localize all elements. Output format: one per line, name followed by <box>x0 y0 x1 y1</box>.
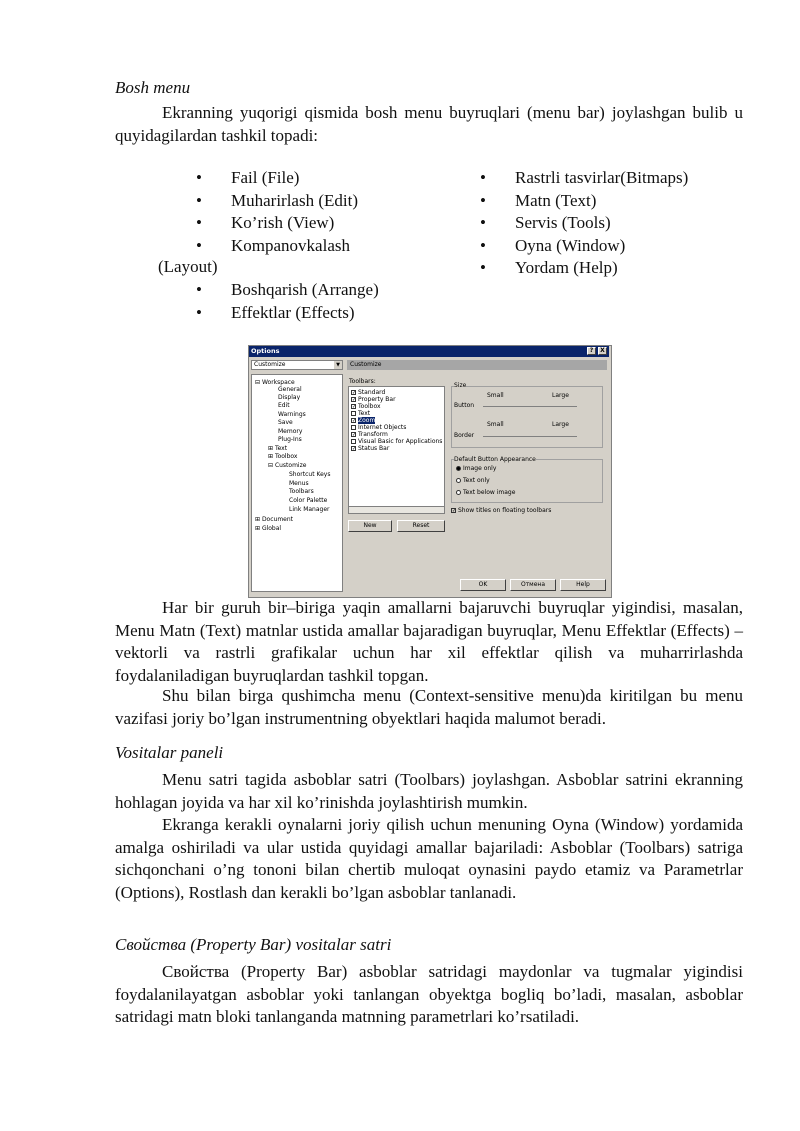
intro-paragraph: Ekranning yuqorigi qismida bosh menu buyruqlari (menu bar) joylashgan bulib u quyidagilardan tashkil topadi: <box>115 103 743 145</box>
tree-item[interactable]: Color Palette <box>289 497 328 504</box>
dialog-title: Options <box>251 347 280 355</box>
tree-item[interactable]: ⊞ Text <box>268 445 288 452</box>
horizontal-scrollbar[interactable] <box>348 506 445 514</box>
checkbox-checked-icon: ✓ <box>352 404 357 410</box>
checkbox-checked-icon: ✓ <box>352 446 357 452</box>
paragraph-context-menu: Shu bilan birga qushimcha menu (Context-sensitive menu)da kiritilgan bu menu vazifasi joriy bo’lgan instrumentning obyektlari haqida malumot beradi. <box>115 686 743 728</box>
list-item: • Oyna (Window) <box>480 235 626 255</box>
list-item: • Servis (Tools) <box>480 213 611 232</box>
tree-item[interactable]: ⊞ Toolbox <box>268 453 298 460</box>
tree-item[interactable]: Memory <box>278 428 303 435</box>
list-item: • Kompanovkalash <box>196 235 350 255</box>
options-tree[interactable] <box>251 374 343 592</box>
heading-property-bar: Свойства (Property Bar) vositalar satri <box>115 935 392 954</box>
cancel-button[interactable]: Отмена <box>510 579 556 591</box>
checkbox-checked-icon: ✓ <box>452 508 457 514</box>
category-dropdown[interactable]: Customize ▼ <box>251 360 343 370</box>
toolbar-check-item[interactable]: ✓ Toolbox <box>352 403 381 410</box>
options-dialog-screenshot <box>248 345 612 598</box>
border-size-label: Border <box>454 432 475 439</box>
reset-button[interactable]: Reset <box>397 520 445 532</box>
small-label: Small <box>487 421 504 428</box>
checkbox-checked-icon: ✓ <box>352 390 357 396</box>
tree-item[interactable]: Link Manager <box>289 506 330 513</box>
small-label: Small <box>487 392 504 399</box>
checkbox-checked-icon: ✓ <box>352 397 357 403</box>
tree-item[interactable]: Menus <box>289 480 309 487</box>
toolbar-check-item[interactable]: ✓ Transform <box>352 431 388 438</box>
heading-vositalar-paneli: Vositalar paneli <box>115 743 224 762</box>
help-button[interactable]: Help <box>560 579 606 591</box>
dialog-titlebar <box>249 346 609 357</box>
new-button[interactable]: New <box>348 520 392 532</box>
checkbox-empty-icon <box>351 411 356 416</box>
list-item: • Ko’rish (View) <box>196 213 335 232</box>
paragraph-toolbars: Menu satri tagida asboblar satri (Toolbars) joylashgan. Asboblar satrini ekranning hohlagan joyida va har xil ko’rinishda joylashtirish mumkin. <box>115 770 743 812</box>
toolbar-check-item[interactable]: Internet Objects <box>351 424 406 431</box>
menu-list-left <box>196 167 358 257</box>
tree-item-workspace[interactable]: ⊟ Workspace <box>255 379 295 386</box>
toolbars-list[interactable] <box>348 386 445 514</box>
toolbar-check-item[interactable]: ✓ Standard <box>352 389 386 396</box>
tree-item[interactable]: ⊞ Global <box>255 525 282 532</box>
button-size-slider[interactable] <box>483 406 577 407</box>
chevron-down-icon: ▼ <box>334 361 342 369</box>
list-item: • Rastrli tasvirlar(Bitmaps) <box>480 168 689 187</box>
large-label: Large <box>552 392 569 399</box>
close-icon[interactable]: X <box>598 347 607 355</box>
radio-empty-icon <box>456 490 461 495</box>
section-title: Customize <box>347 360 607 370</box>
list-item: • Fail (File) <box>196 168 300 187</box>
checkbox-checked-icon: ✓ <box>352 432 357 438</box>
help-icon[interactable]: ? <box>587 347 596 355</box>
list-item: • Muharirlash (Edit) <box>196 190 358 210</box>
checkbox-empty-icon <box>351 439 356 444</box>
tree-item[interactable]: Shortcut Keys <box>289 471 331 478</box>
toolbar-check-item[interactable]: ✓ Property Bar <box>352 396 396 403</box>
checkbox-empty-icon <box>351 425 356 430</box>
button-size-label: Button <box>454 402 475 409</box>
list-item: • Matn (Text) <box>480 190 597 210</box>
paragraph-menu-groups: Har bir guruh bir–biriga yaqin amallarni bajaruvchi buyruqlar yigindisi, masalan, Menu Matn (Text) matnlar ustida amallar bajaradigan buyruqlar, Menu Effektlar (Effects) – vektorli va rastrli grafikalar uchun har xil effektlar qilish va muharrirlashda foydalaniladigan buyruqlardan tashkil topgan. <box>115 598 743 685</box>
tree-item-customize[interactable]: ⊟ Customize <box>268 462 307 469</box>
ok-button[interactable]: OK <box>460 579 506 591</box>
tree-item[interactable]: Save <box>278 419 293 426</box>
tree-item[interactable]: ⊞ Document <box>255 516 294 523</box>
tree-item[interactable]: Toolbars <box>289 488 314 495</box>
list-item: • Boshqarish (Arrange) <box>196 280 379 299</box>
toolbar-check-item[interactable]: ✓ Zoom <box>352 417 376 424</box>
checkbox-checked-icon: ✓ <box>352 418 357 424</box>
tree-item[interactable]: General <box>278 386 302 393</box>
paragraph-property-bar: Свойства (Property Bar) asboblar satridagi maydonlar va tugmalar yigindisi foydalanilayatgan asboblar yoki tanlangan obyektga bogliq bo’ladi, masalan, asboblar satridagi matn bloki tanlanganda matnning parametrlari ko’rsatiladi. <box>115 962 743 1026</box>
large-label: Large <box>552 421 569 428</box>
radio-text-below[interactable]: Text below image <box>456 489 515 496</box>
radio-selected-icon <box>456 466 461 471</box>
paragraph-toolbars-window: Ekranga kerakli oynalarni joriy qilish uchun menuning Oyna (Window) yordamida amalga oshiriladi va ular ustida quyidagi amallar bajariladi: Asboblar (Toolbars) satriga sichqonchani o’ng tononi bilan chertib muloqat oynasini paydo etamiz va Parametrlar (Options), Rostlash dan kerakli bo’lgan asboblar tanlanadi. <box>115 815 743 902</box>
menu-list-left-more <box>196 279 379 324</box>
menu-list-right <box>480 167 688 280</box>
radio-image-only[interactable]: Image only <box>456 465 496 472</box>
toolbar-check-item[interactable]: Text <box>351 410 370 417</box>
toolbar-check-item[interactable]: Visual Basic for Applications <box>351 438 442 445</box>
list-item: • Yordam (Help) <box>480 258 618 277</box>
appearance-label: Default Button Appearance <box>454 456 536 463</box>
tree-item[interactable]: Plug-Ins <box>278 436 302 443</box>
tree-item[interactable]: Warnings <box>278 411 306 418</box>
list-continuation: (Layout) <box>158 257 218 276</box>
radio-text-only[interactable]: Text only <box>456 477 490 484</box>
show-titles-checkbox[interactable]: ✓ Show titles on floating toolbars <box>452 507 552 514</box>
tree-item[interactable]: Display <box>278 394 301 401</box>
list-item: • Effektlar (Effects) <box>196 302 355 322</box>
tree-item[interactable]: Edit <box>278 402 290 409</box>
toolbar-check-item[interactable]: ✓ Status Bar <box>352 445 390 452</box>
border-size-slider[interactable] <box>483 436 577 437</box>
heading-bosh-menu: Bosh menu <box>115 78 191 97</box>
radio-empty-icon <box>456 478 461 483</box>
size-label: Size <box>454 382 467 389</box>
toolbars-label: Toolbars: <box>349 378 376 385</box>
